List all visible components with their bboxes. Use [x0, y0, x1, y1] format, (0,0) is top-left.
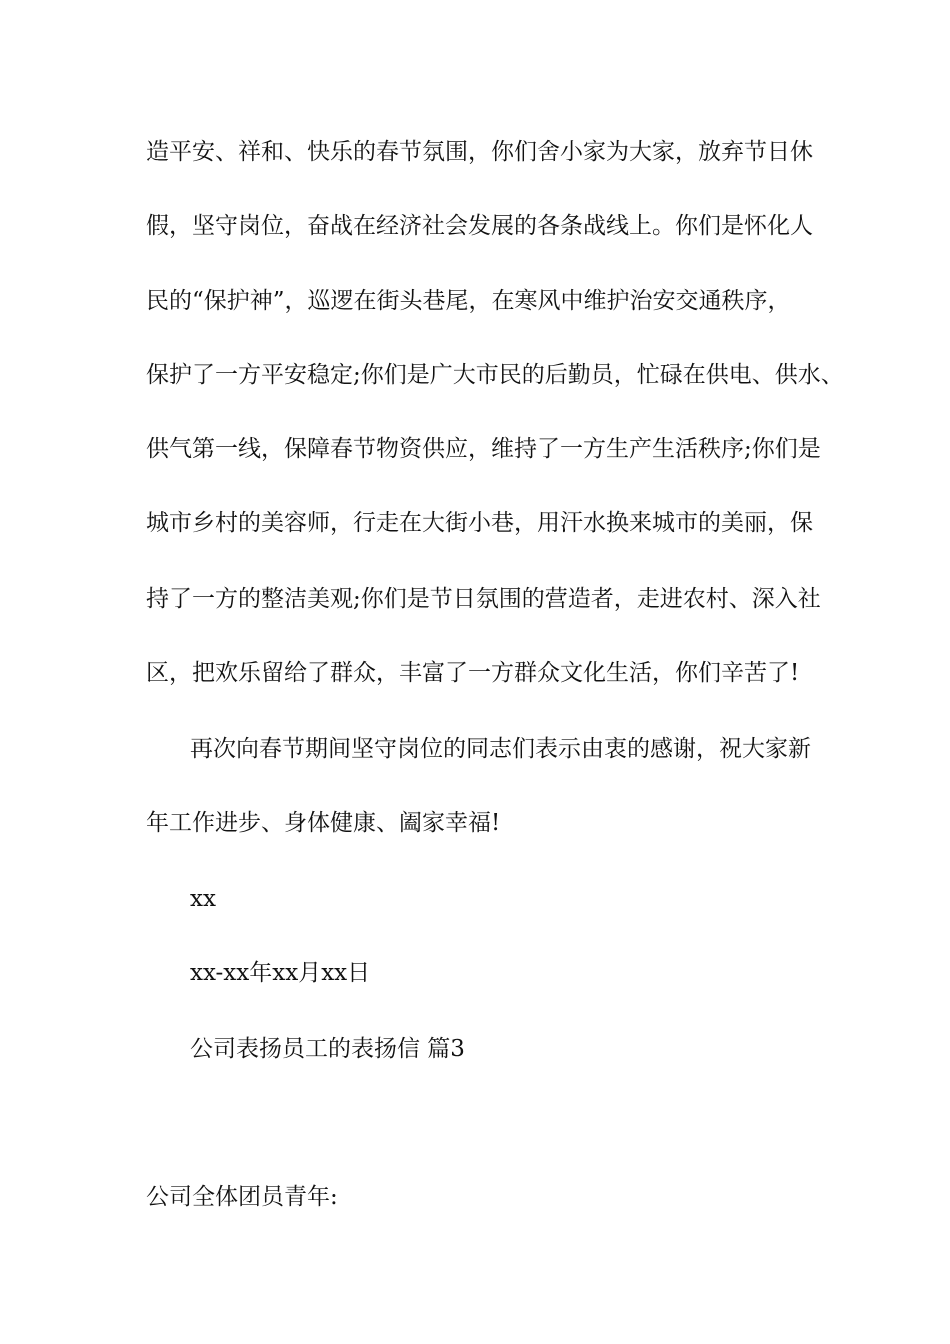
paragraph-line: 年工作进步、身体健康、阖家幸福!	[146, 810, 501, 836]
paragraph-line: 供气第一线，保障春节物资供应，维持了一方生产生活秩序;你们是	[146, 436, 821, 462]
paragraph-line: 持了一方的整洁美观;你们是节日氛围的营造者，走进农村、深入社	[146, 586, 821, 612]
paragraph-line: 城市乡村的美容师，行走在大街小巷，用汗水换来城市的美丽，保	[146, 510, 813, 536]
paragraph-line: 民的“保护神”，巡逻在街头巷尾，在寒风中维护治安交通秩序，	[146, 288, 791, 314]
paragraph-line: 区，把欢乐留给了群众，丰富了一方群众文化生活，你们辛苦了!	[146, 660, 800, 686]
salutation: 公司全体团员青年:	[146, 1184, 338, 1210]
paragraph-line: 保护了一方平安稳定;你们是广大市民的后勤员，忙碌在供电、供水、	[146, 362, 844, 388]
date-line: xx-xx年xx月xx日	[190, 960, 371, 986]
paragraph-line: 再次向春节期间坚守岗位的同志们表示由衷的感谢，祝大家新	[190, 736, 811, 762]
section-title: 公司表扬员工的表扬信 篇3	[190, 1036, 465, 1062]
paragraph-line: 造平安、祥和、快乐的春节氛围，你们舍小家为大家，放弃节日休	[146, 139, 813, 165]
paragraph-line: 假，坚守岗位，奋战在经济社会发展的各条战线上。你们是怀化人	[146, 213, 813, 239]
signature: xx	[190, 886, 216, 912]
